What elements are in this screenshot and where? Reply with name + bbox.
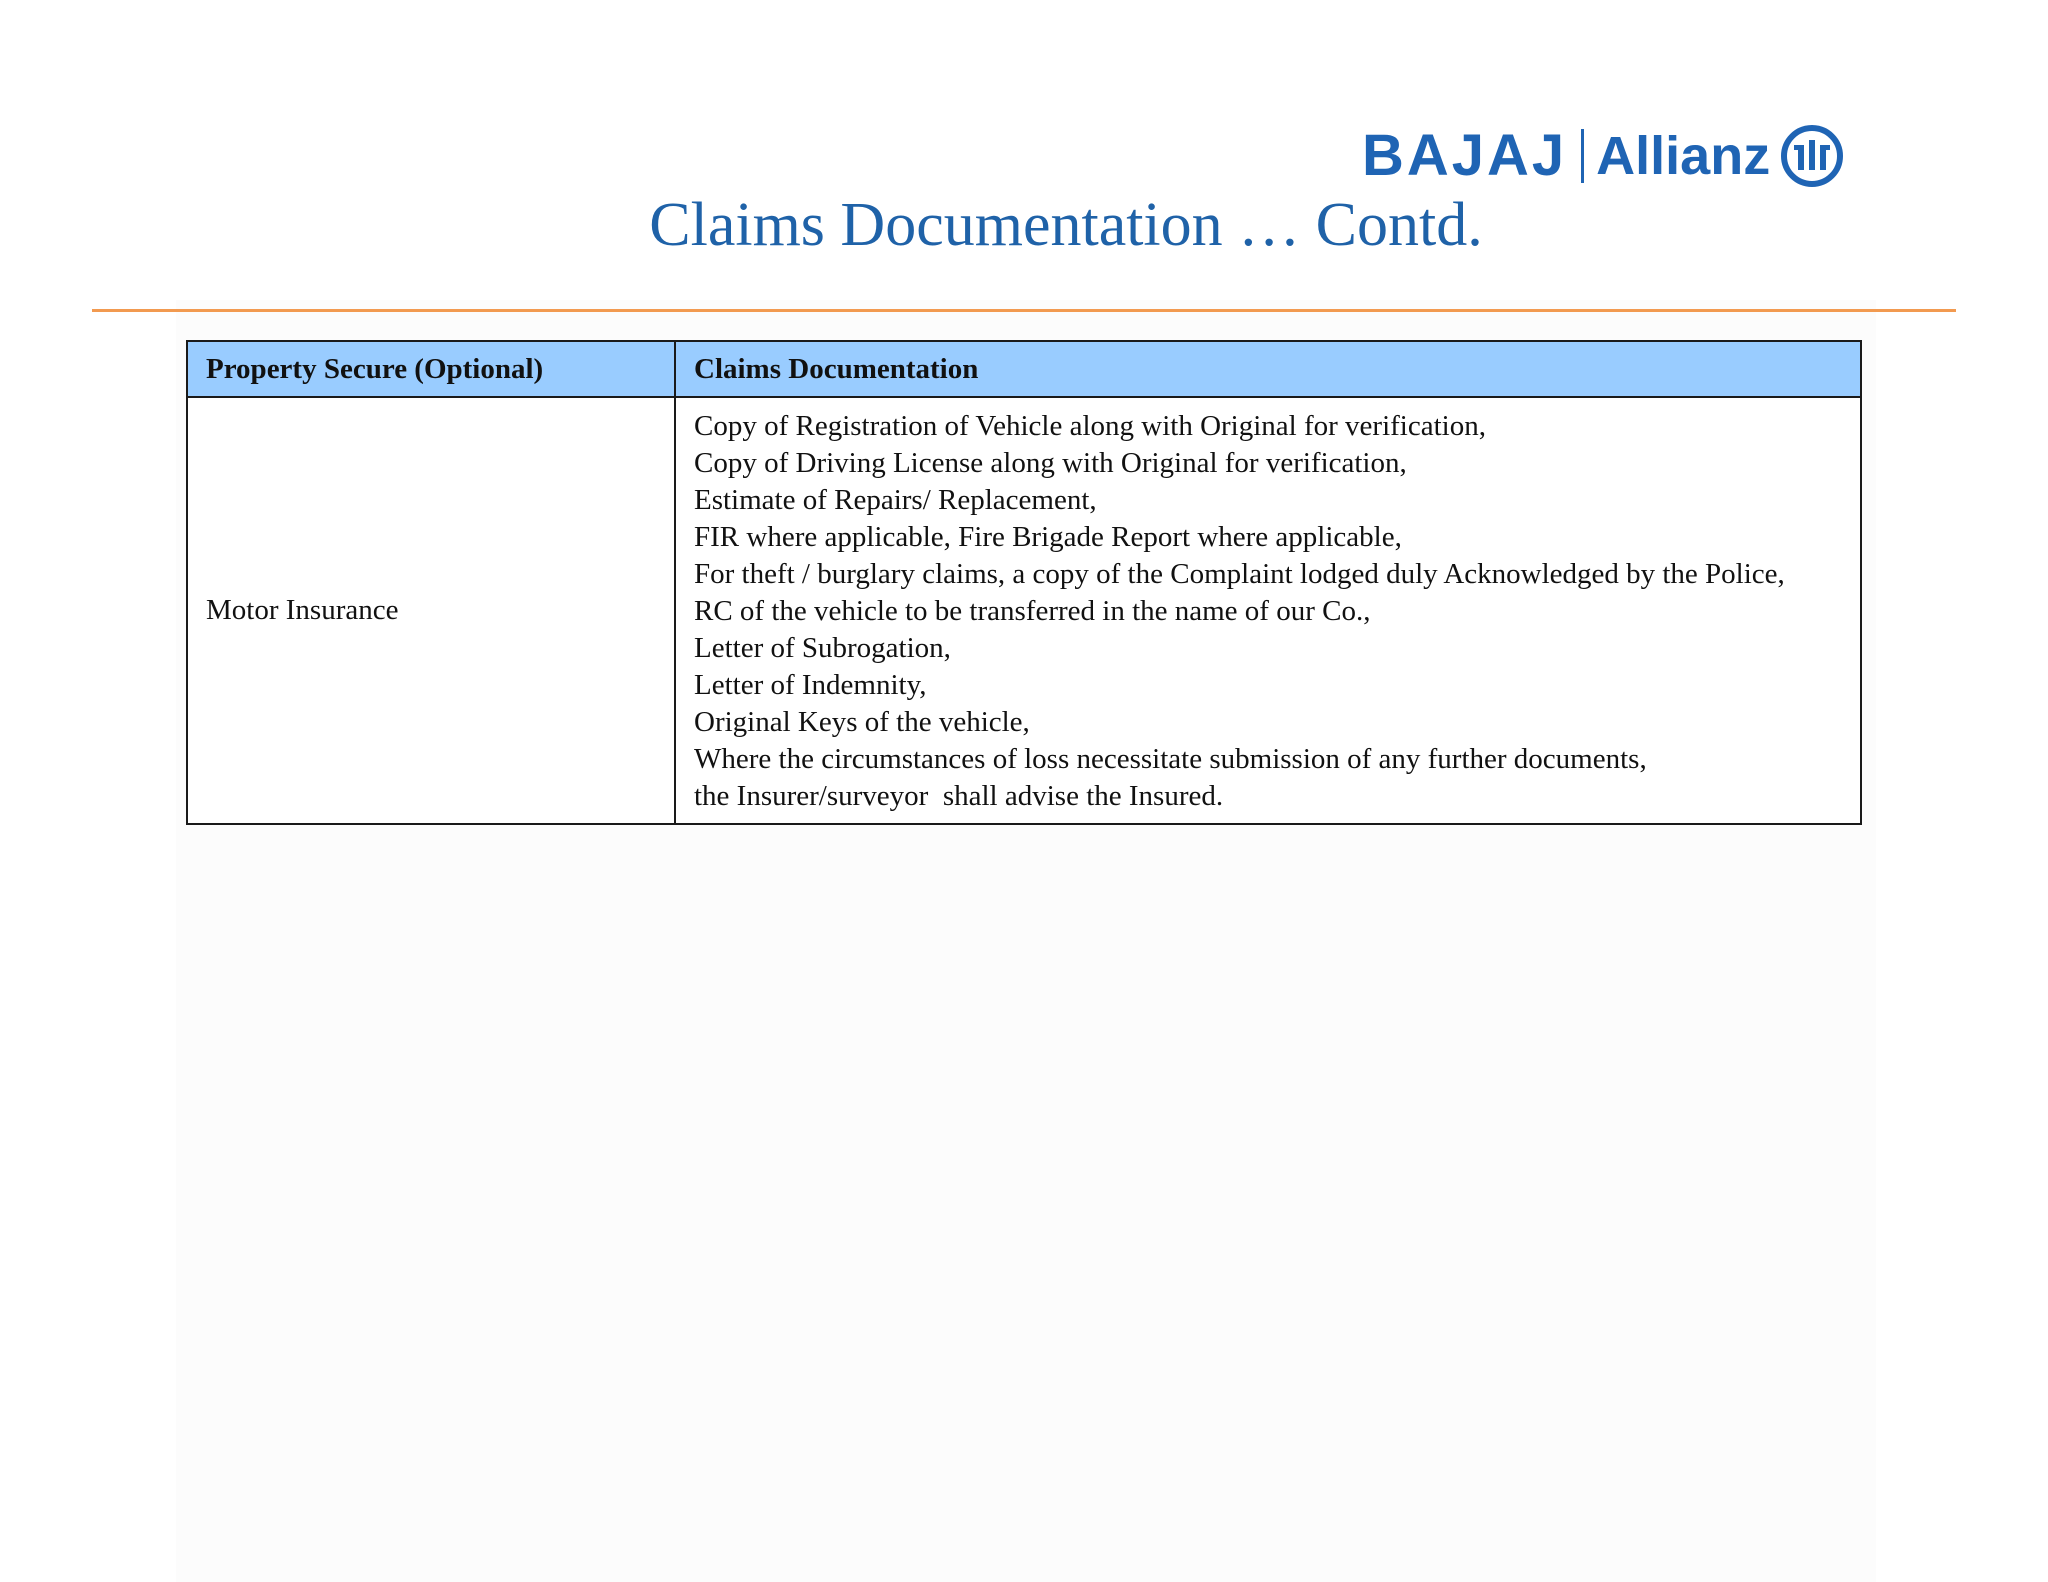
document-item: Estimate of Repairs/ Replacement, [694, 484, 1097, 516]
document-item: Copy of Registration of Vehicle along with Original for verification, [694, 410, 1486, 442]
document-item: Original Keys of the vehicle, [694, 706, 1030, 738]
document-item: For theft / burglary claims, a copy of the Complaint lodged duly Acknowledged by the Police, [694, 558, 1785, 590]
logo-divider [1581, 129, 1584, 183]
logo-allianz-text: Allianz [1596, 126, 1771, 186]
table-header-row [187, 341, 1861, 397]
documents-cell [675, 397, 1861, 824]
document-item: FIR where applicable, Fire Brigade Report where applicable, [694, 521, 1402, 553]
document-item: the Insurer/surveyor shall advise the Insured. [694, 780, 1224, 812]
allianz-eagle-icon [1780, 124, 1844, 188]
document-item: Letter of Subrogation, [694, 632, 951, 664]
column-header-product: Property Secure (Optional) [187, 341, 675, 397]
document-item: Where the circumstances of loss necessitate submission of any further documents, [694, 743, 1647, 775]
product-cell: Motor Insurance [187, 397, 675, 824]
claims-documentation-table [186, 340, 1862, 825]
document-item: Letter of Indemnity, [694, 669, 927, 701]
table-row [187, 397, 1861, 824]
page-title: Claims Documentation … Contd. [649, 191, 1483, 259]
logo-bajaj-text: BAJAJ [1362, 123, 1568, 188]
document-item: RC of the vehicle to be transferred in the name of our Co., [694, 595, 1371, 627]
header-divider [92, 309, 1956, 312]
bajaj-allianz-logo [1362, 120, 1922, 192]
document-item: Copy of Driving License along with Original for verification, [694, 447, 1407, 479]
column-header-documentation: Claims Documentation [675, 341, 1861, 397]
